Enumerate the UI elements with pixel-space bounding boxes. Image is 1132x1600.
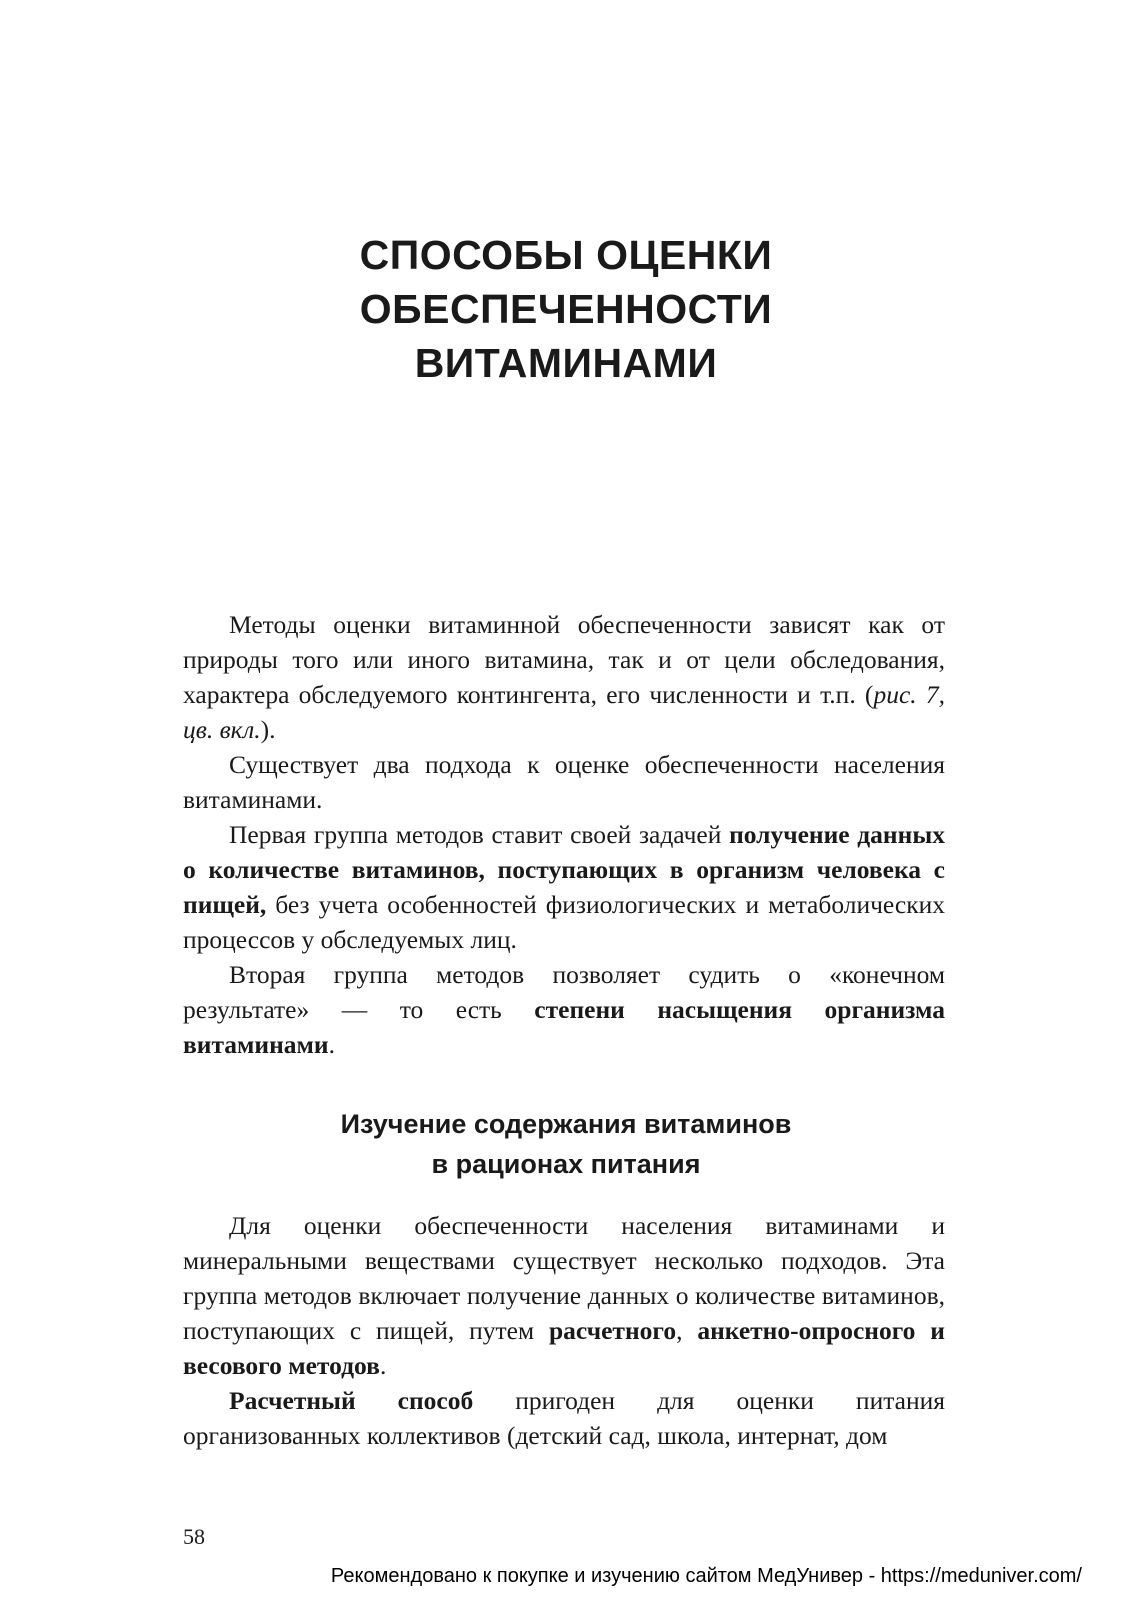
chapter-title-line-2: ОБЕСПЕЧЕННОСТИ [359,286,773,332]
intro-paragraph-1-text: Методы оценки витаминной обеспеченности зависят как от природы того или иного витамина, так и от цели обследования, характера обследуемого контингента, его численности и т.п. ( [183,610,945,709]
intro-paragraph-4-after: . [328,1030,335,1059]
section-paragraph-2-after: пригоден для оценки питания организованных коллективов (детский сад, школа, интернат, дом [183,1386,946,1450]
intro-paragraph-3 [183,817,945,957]
figure-reference: рис. 7, цв. вкл. [183,680,945,744]
intro-paragraph-3-bold: получение данных о количестве витаминов, поступающих в организм человека с пищей, [183,820,945,919]
intro-paragraph-4-before: Вторая группа методов позволяет судить о «конечном результате» — то есть [183,960,945,1024]
section-paragraph-1-bold-2: анкетно-опросного и весового методов [183,1316,945,1380]
section-heading-line-1: Изучение содержания витаминов [340,1109,792,1139]
intro-paragraph-1 [183,607,945,747]
section-paragraph-1-middle: , [676,1316,698,1345]
intro-paragraph-2: Существует два подхода к оценке обеспеченности населения витаминами. [183,750,945,814]
section-paragraph-2-bold: Расчетный способ [229,1386,474,1415]
section-heading-line-2: в рационах питания [431,1149,701,1179]
section-paragraph-1-before: Для оценки обеспеченности населения витаминами и минеральными веществами существует несколько подходов. Эта группа методов включает получение данных о количестве витаминов, поступающих с пищей, путем [183,1211,945,1345]
chapter-title-line-3: ВИТАМИНАМИ [414,340,718,386]
section-paragraph-1 [183,1208,945,1383]
page-number: 58 [183,1524,205,1549]
intro-paragraph-3-after: без учета особенностей физиологических и метаболических процессов у обследуемых лиц. [183,890,945,954]
intro-paragraph-3-before: Первая группа методов ставит своей задачей [229,820,730,849]
chapter-title [0,228,1132,390]
section-paragraph-1-after: . [379,1351,387,1380]
section-text [183,1208,945,1453]
section-paragraph-1-bold-1: расчетного [548,1316,677,1345]
intro-paragraph-4-bold: степени насыщения организма витаминами [183,995,945,1059]
intro-paragraph-1-tail: ). [260,715,276,744]
section-heading [0,1104,1132,1184]
section-paragraph-2 [183,1383,945,1453]
chapter-title-line-1: СПОСОБЫ ОЦЕНКИ [359,232,773,278]
intro-paragraph-4 [183,957,945,1062]
footer-recommendation: Рекомендовано к покупке и изучению сайтом МедУнивер - https://meduniver.com/ [330,1565,1082,1587]
intro-text [183,607,945,1062]
